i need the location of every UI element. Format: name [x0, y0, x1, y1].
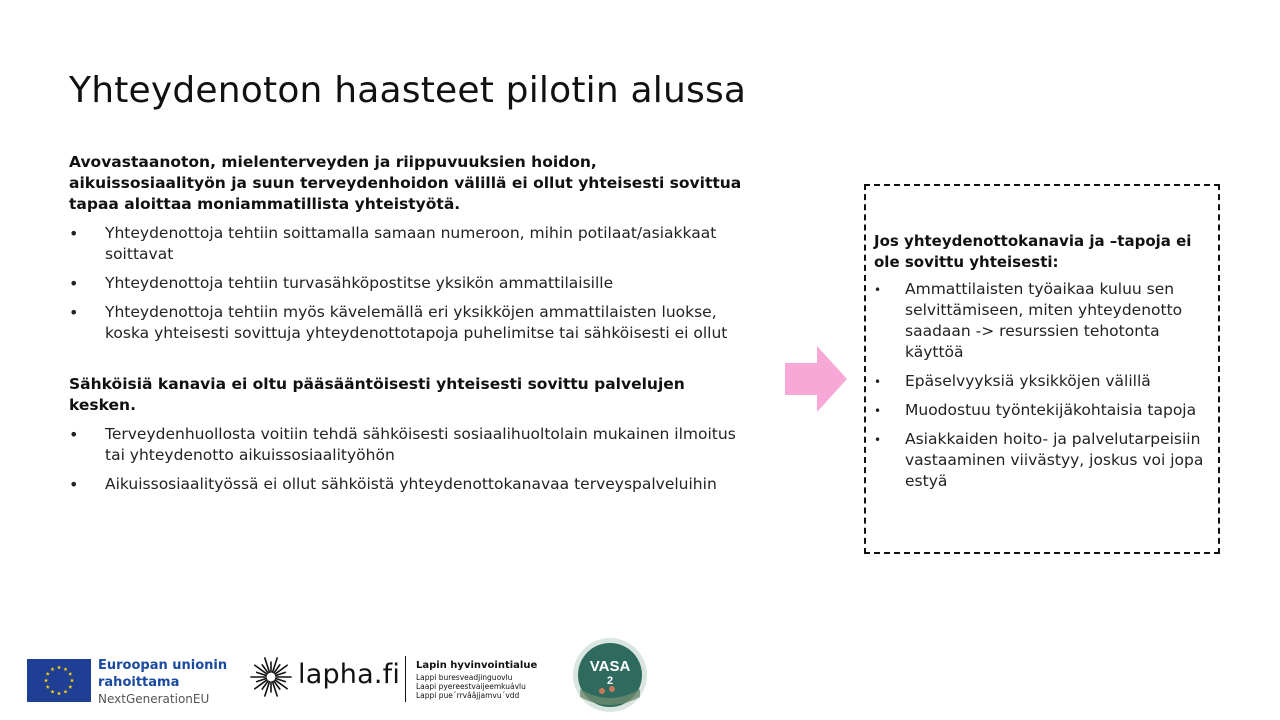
lapin-name: Lapin hyvinvointialue: [416, 660, 538, 671]
section2-lead: Sähköisiä kanavia ei oltu pääsääntöisesti yhteisesti sovittu palvelujen kesken.: [69, 375, 685, 414]
vasa-badge-icon: [572, 637, 648, 713]
section1-lead: Avovastaanoton, mielenterveyden ja riippuvuuksien hoidon, aikuissosiaalityön ja suun terveydenhoidon välillä ei ollut yhteisesti sovittua tapaa aloittaa moniammatillista yhteistyötä.: [69, 153, 742, 213]
logo-divider: [405, 656, 406, 702]
right-arrow-icon: [785, 346, 847, 412]
box-bullet: • Ammattilaisten työaikaa kuluu sen selvittämiseen, miten yhteydenotto saadaan -> resurssien tehotonta käyttöä: [874, 279, 1206, 363]
section2: [69, 374, 749, 495]
lapin-hyvinvointialue-text: [416, 660, 537, 700]
section1-bullet: • Yhteydenottoja tehtiin myös kävelemällä eri yksikköjen ammattilaisten luokse, koska yhteisesti sovittuja yhteydenottotapoja puhelimitse tai sähköisesti ei ollut: [69, 302, 749, 344]
box-bullet: • Asiakkaiden hoito- ja palvelutarpeisiin vastaaminen viivästyy, joskus voi jopa estyä: [874, 429, 1206, 492]
vasa-number: 2: [606, 675, 614, 687]
lapha-sun-icon: [250, 656, 292, 698]
box-list: [874, 279, 1206, 492]
section2-bullet: • Terveydenhuollosta voitiin tehdä sähköisesti sosiaalihuoltolain mukainen ilmoitus tai yhteydenotto aikuissosiaalityöhön: [69, 424, 749, 466]
lapin-sub2: Laapi pyereestvaijeemkuávlu: [416, 682, 526, 691]
section1-bullet: • Yhteydenottoja tehtiin turvasähköpostitse yksikön ammattilaisille: [69, 273, 749, 294]
section1-list: [69, 223, 749, 344]
box-bullet: • Muodostuu työntekijäkohtaisia tapoja: [874, 400, 1206, 421]
eu-funding-text: [98, 657, 227, 708]
consequences-box: [864, 184, 1220, 554]
box-lead: Jos yhteydenottokanavia ja –tapoja ei ole sovittu yhteisesti:: [874, 232, 1192, 271]
eu-line2: rahoittama: [98, 675, 180, 690]
footer-logos: [0, 630, 1280, 720]
left-column: [69, 152, 749, 503]
eu-line3: NextGenerationEU: [98, 692, 210, 706]
lapha-brand: lapha.fi: [298, 659, 401, 690]
box-bullet: • Epäselvyyksiä yksikköjen välillä: [874, 371, 1206, 392]
section2-list: [69, 424, 749, 495]
section2-bullet: • Aikuissosiaalityössä ei ollut sähköistä yhteydenottokanavaa terveyspalveluihin: [69, 474, 749, 495]
lapin-sub1: Lappi buresveadjinguovlu: [416, 673, 513, 682]
lapin-sub3: Lappi pue´rrvââjjamvu´vdd: [416, 691, 520, 700]
section1-bullet: • Yhteydenottoja tehtiin soittamalla samaan numeroon, mihin potilaat/asiakkaat soittavat: [69, 223, 749, 265]
eu-line1: Euroopan unionin: [98, 658, 228, 673]
vasa-label: VASA: [589, 658, 631, 675]
slide-title: Yhteydenoton haasteet pilotin alussa: [69, 70, 747, 111]
eu-flag-icon: [27, 659, 91, 702]
